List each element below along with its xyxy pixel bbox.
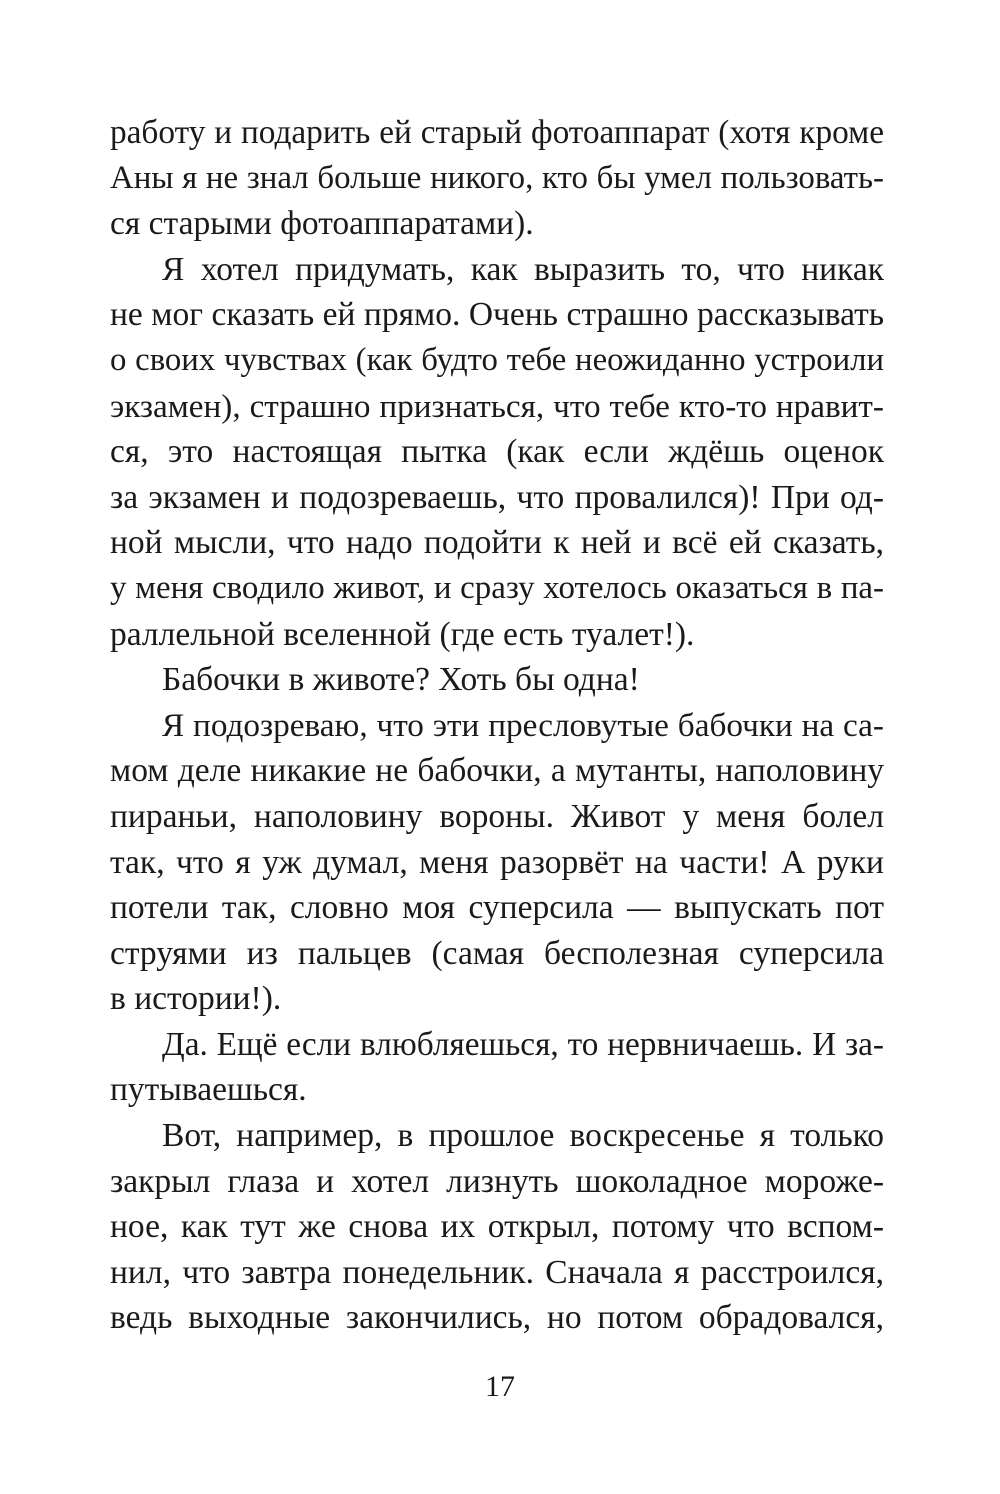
- text-line: ся, это настоящая пытка (как если ждёшь оценок: [110, 433, 884, 471]
- text-line: в истории!).: [110, 980, 282, 1018]
- text-line: нил, что завтра понедельник. Сначала я расстроился,: [110, 1253, 884, 1291]
- text-line: мом деле никакие не бабочки, а мутанты, наполовину: [110, 752, 884, 790]
- text-line: струями из пальцев (самая бесполезная суперсила: [110, 934, 884, 972]
- text-line: ное, как тут же снова их открыл, потому что вспом-: [110, 1208, 884, 1246]
- text-line: Я хотел придумать, как выразить то, что никак: [162, 250, 884, 288]
- text-line: пираньи, наполовину вороны. Живот у меня болел: [110, 797, 884, 835]
- text-line: Вот, например, в прошлое воскресенье я только: [162, 1117, 884, 1155]
- text-line: потели так, словно моя суперсила — выпускать пот: [110, 889, 884, 927]
- text-line: раллельной вселенной (где есть туалет!).: [110, 615, 695, 653]
- text-line: Я подозреваю, что эти пресловутые бабочки на са-: [162, 706, 884, 744]
- page-number: 17: [485, 1370, 515, 1403]
- text-line: Бабочки в животе? Хоть бы одна!: [162, 661, 640, 699]
- text-line: не мог сказать ей прямо. Очень страшно рассказывать: [110, 296, 884, 334]
- text-line: работу и подарить ей старый фотоаппарат (хотя кроме: [110, 114, 884, 151]
- text-line: Да. Ещё если влюбляешься, то нервничаешь. И за-: [162, 1025, 884, 1063]
- text-line: ся старыми фотоаппаратами).: [110, 205, 534, 243]
- text-line: ведь выходные закончились, но потом обрадовался,: [110, 1299, 884, 1337]
- text-line: Аны я не знал больше никого, кто бы умел пользовать-: [110, 159, 884, 196]
- text-line: за экзамен и подозреваешь, что провалился)! При од-: [110, 478, 884, 516]
- text-line: у меня сводило живот, и сразу хотелось оказаться в па-: [110, 569, 884, 606]
- body-text: [110, 110, 884, 1341]
- text-line: о своих чувствах (как будто тебе неожиданно устроили: [110, 341, 884, 378]
- text-line: ной мысли, что надо подойти к ней и всё ей сказать,: [110, 524, 884, 562]
- text-line: экзамен), страшно признаться, что тебе кто-то нравит-: [110, 387, 884, 425]
- text-line: так, что я уж думал, меня разорвёт на части! А руки: [110, 843, 884, 881]
- text-line: закрыл глаза и хотел лизнуть шоколадное мороже-: [110, 1162, 884, 1200]
- text-line: путываешься.: [110, 1071, 307, 1109]
